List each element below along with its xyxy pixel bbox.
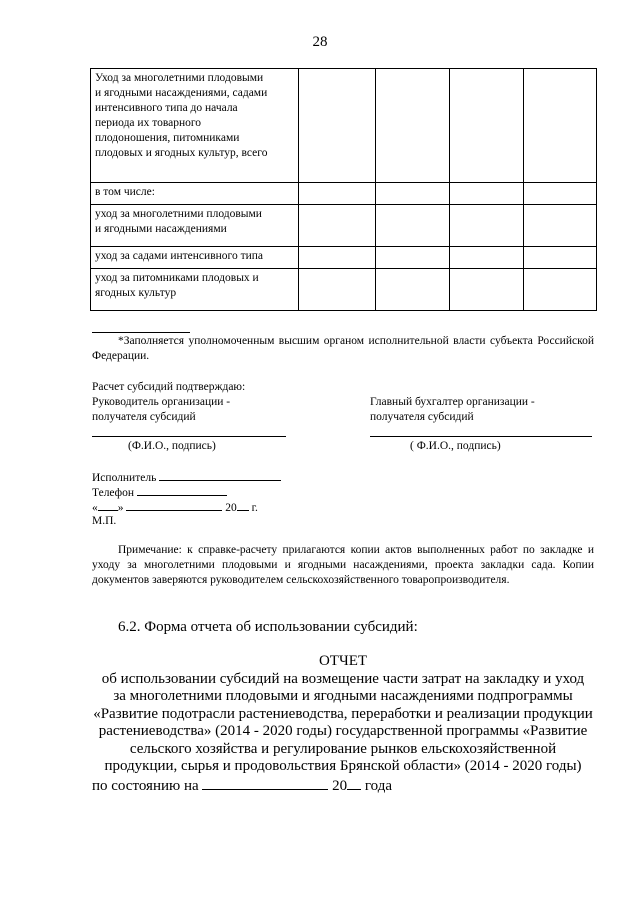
report-block	[90, 653, 596, 795]
report-line: за многолетними плодовыми и ягодными насаждениями подпрограммы	[113, 688, 573, 704]
page-number: 28	[312, 34, 328, 50]
row-label-line: и ягодными насаждениями, садами	[95, 87, 268, 99]
value-cell[interactable]	[299, 269, 376, 311]
report-date-line	[90, 776, 596, 796]
row-label-line: Уход за многолетними плодовыми	[95, 72, 264, 84]
value-cell[interactable]	[376, 183, 450, 205]
row-label	[91, 205, 299, 247]
table-row	[91, 205, 597, 247]
value-cell[interactable]	[524, 69, 597, 183]
head-signature-line[interactable]	[92, 436, 286, 437]
value-cell[interactable]	[450, 183, 524, 205]
value-cell[interactable]	[299, 205, 376, 247]
report-line: растениеводства» (2014 - 2020 годы) государственной программы «Развитие	[98, 723, 588, 739]
row-label-line: плодовых и ягодных культур, всего	[95, 147, 268, 159]
head-signature-caption: (Ф.И.О., подпись)	[128, 440, 216, 452]
row-label-line: и ягодными насаждениями	[95, 223, 227, 235]
value-cell[interactable]	[450, 205, 524, 247]
row-label-line: уход за питомниками плодовых и	[95, 272, 259, 284]
footnote-rule	[92, 332, 190, 333]
value-cell[interactable]	[376, 269, 450, 311]
phone-input-line[interactable]	[137, 484, 227, 496]
confirm-text: Расчет субсидий подтверждаю:	[92, 381, 246, 393]
value-cell[interactable]	[299, 183, 376, 205]
row-label-line: интенсивного типа до начала	[95, 102, 238, 114]
report-line: продукции, сырья и продовольствия Брянской области» (2014 - 2020 годы)	[104, 758, 582, 774]
phone-label: Телефон	[92, 487, 135, 499]
report-line: «Развитие подотрасли растениеводства, переработки и реализации продукции	[93, 705, 593, 722]
note-text: Примечание: к справке-расчету прилагаются копии актов выполненных работ по закладке и уходу за многолетними плодовыми и ягодными насаждениями, проекта закладки сада. Копии документов заверяются руководителем сельскохозяйственного товаропроизводителя.	[92, 544, 594, 586]
accountant-signature-line[interactable]	[370, 436, 592, 437]
row-label	[91, 247, 299, 269]
report-line: сельского хозяйства и регулирование рынков ельскохозяйственной	[129, 740, 557, 757]
executor-input-line[interactable]	[159, 469, 281, 481]
stamp-mark: М.П.	[92, 515, 117, 527]
row-label	[91, 269, 299, 311]
value-cell[interactable]	[450, 247, 524, 269]
value-cell[interactable]	[299, 247, 376, 269]
value-cell[interactable]	[524, 205, 597, 247]
row-label-line: плодоношения, питомниками	[95, 132, 240, 144]
date-quote-open: «	[92, 502, 98, 514]
value-cell[interactable]	[299, 69, 376, 183]
date-year: 20	[225, 502, 237, 514]
row-label	[91, 69, 299, 183]
table-row	[91, 69, 597, 183]
report-year-suffix: года	[361, 777, 393, 794]
value-cell[interactable]	[450, 269, 524, 311]
head-title-line1: Руководитель организации -	[92, 396, 231, 408]
accountant-signature-caption: ( Ф.И.О., подпись)	[410, 440, 501, 452]
value-cell[interactable]	[524, 183, 597, 205]
executor-label: Исполнитель	[92, 472, 157, 484]
section-heading: 6.2. Форма отчета об использовании субсидий:	[118, 619, 418, 635]
report-year-input-line[interactable]	[347, 776, 361, 790]
accountant-title-line2: получателя субсидий	[370, 411, 474, 423]
table-row	[91, 247, 597, 269]
row-label-line: в том числе:	[95, 186, 155, 198]
footnote-text: *Заполняется уполномоченным высшим органом исполнительной власти субъекта Российской Федерации.	[92, 335, 594, 362]
date-field	[92, 499, 258, 516]
subsidy-table	[90, 68, 597, 311]
value-cell[interactable]	[524, 247, 597, 269]
value-cell[interactable]	[450, 69, 524, 183]
report-line: об использовании субсидий на возмещение части затрат на закладку и уход	[101, 670, 585, 687]
date-quote-close: »	[117, 502, 124, 514]
date-month-line[interactable]	[126, 499, 222, 511]
row-label-line: периода их товарного	[95, 117, 202, 129]
date-day-line[interactable]	[98, 499, 118, 511]
value-cell[interactable]	[524, 269, 597, 311]
report-year: 20	[332, 777, 348, 794]
date-year-suffix: г.	[248, 502, 258, 514]
value-cell[interactable]	[376, 69, 450, 183]
table-row	[91, 183, 597, 205]
value-cell[interactable]	[376, 247, 450, 269]
table-row	[91, 269, 597, 311]
row-label-line: уход за садами интенсивного типа	[95, 250, 264, 262]
report-as-of: по состоянию на	[92, 777, 199, 794]
report-date-input-line[interactable]	[202, 776, 328, 790]
row-label	[91, 183, 299, 205]
accountant-title-line1: Главный бухгалтер организации -	[370, 396, 535, 408]
value-cell[interactable]	[376, 205, 450, 247]
row-label-line: ягодных культур	[95, 287, 177, 299]
date-year-line[interactable]	[237, 499, 249, 511]
report-title: ОТЧЕТ	[318, 653, 368, 669]
row-label-line: уход за многолетними плодовыми	[95, 208, 262, 220]
head-title-line2: получателя субсидий	[92, 411, 196, 423]
